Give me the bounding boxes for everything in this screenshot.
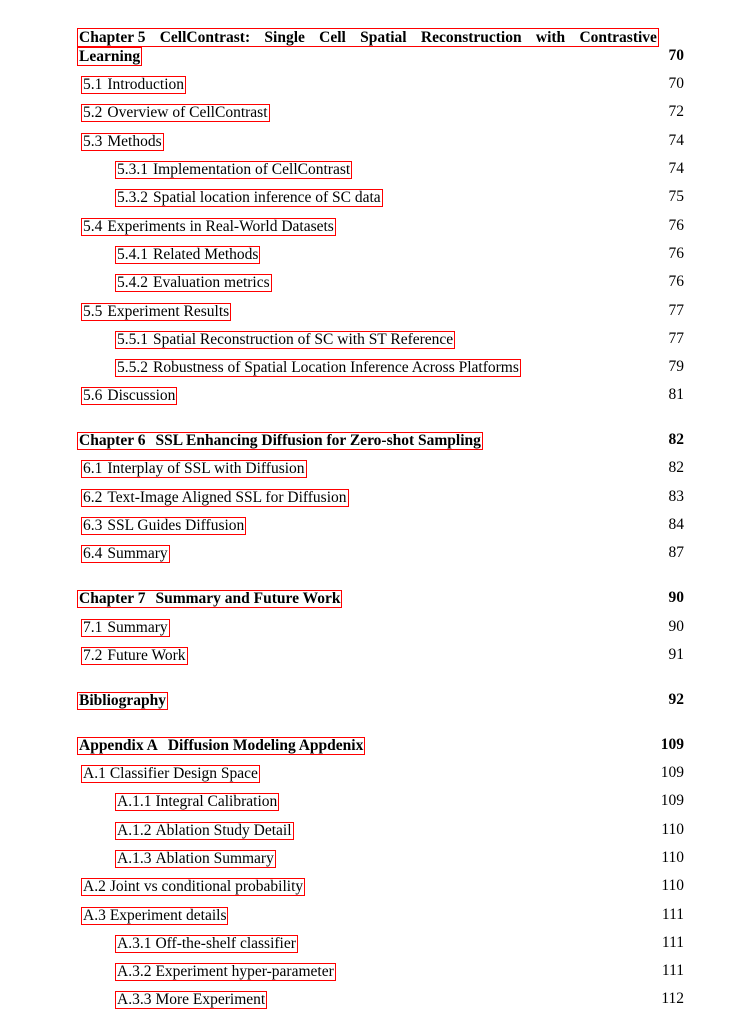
chapter-7-title-link[interactable]	[77, 590, 342, 608]
section-title: Overview of CellContrast	[107, 104, 268, 121]
section-page: 81	[668, 386, 684, 403]
section-page: 76	[668, 273, 684, 290]
chapter-5-title-link-cont[interactable]	[77, 47, 142, 66]
section-page: 109	[660, 764, 684, 781]
section-number: 6.3	[83, 517, 103, 534]
section-page: 110	[661, 877, 684, 894]
section-title: Summary	[107, 619, 168, 636]
subsection-link[interactable]	[115, 991, 267, 1009]
section-title: Text-Image Aligned SSL for Diffusion	[107, 489, 347, 506]
section-title: Joint vs conditional probability	[109, 878, 304, 895]
chapter-5-title-word: with	[535, 29, 566, 46]
section-link[interactable]	[81, 517, 246, 535]
section-link[interactable]	[81, 104, 270, 122]
section-title: Spatial Reconstruction of SC with ST Reference	[153, 331, 454, 348]
subsection-link[interactable]	[115, 189, 383, 207]
section-page: 79	[668, 358, 684, 375]
section-number: 5.2	[83, 104, 103, 121]
section-link[interactable]	[81, 133, 164, 151]
section-title: Ablation Study Detail	[155, 822, 292, 839]
section-number: 5.1	[83, 76, 103, 93]
section-title: Classifier Design Space	[109, 765, 258, 782]
section-link[interactable]	[81, 76, 186, 94]
chapter-5-title-line2: Learning	[79, 48, 141, 65]
section-number: A.3.3	[117, 991, 152, 1008]
section-number: 7.1	[83, 619, 103, 636]
section-number: A.3.2	[117, 963, 152, 980]
appendix-page: 109	[660, 736, 684, 753]
chapter-5-title-word: Reconstruction	[420, 29, 522, 46]
section-page: 112	[661, 990, 684, 1007]
appendix-number: Appendix A	[79, 737, 158, 754]
section-number: A.3.1	[117, 935, 152, 952]
section-page: 82	[668, 459, 684, 476]
section-title: Off-the-shelf classifier	[155, 935, 296, 952]
section-page: 76	[668, 217, 684, 234]
section-number: 5.3.1	[117, 161, 148, 178]
bibliography-link[interactable]	[77, 692, 168, 710]
appendix-a-title-link[interactable]	[77, 737, 365, 755]
chapter-5-title-link[interactable]	[77, 28, 659, 47]
section-link[interactable]	[81, 907, 228, 925]
section-link[interactable]	[81, 878, 305, 896]
section-link[interactable]	[81, 460, 307, 478]
chapter-5-page: 70	[668, 47, 684, 64]
section-link[interactable]	[81, 647, 188, 665]
section-page: 83	[668, 488, 684, 505]
section-number: 5.5	[83, 303, 103, 320]
section-title: Experiments in Real-World Datasets	[107, 218, 334, 235]
section-page: 90	[668, 618, 684, 635]
section-number: 5.6	[83, 387, 103, 404]
section-number: 5.3.2	[117, 189, 148, 206]
chapter-5-title-word: Cell	[319, 29, 346, 46]
section-number: 5.4	[83, 218, 103, 235]
chapter-page: 90	[668, 589, 684, 606]
chapter-page: 82	[668, 431, 684, 448]
chapter-title: SSL Enhancing Diffusion for Zero-shot Sampling	[155, 432, 481, 449]
subsection-link[interactable]	[115, 246, 260, 264]
section-number: A.1.1	[117, 793, 152, 810]
subsection-link[interactable]	[115, 359, 521, 377]
section-number: A.1	[83, 765, 106, 782]
section-title: SSL Guides Diffusion	[107, 517, 245, 534]
chapter-number: Chapter 7	[79, 590, 146, 607]
section-link[interactable]	[81, 765, 260, 783]
subsection-link[interactable]	[115, 793, 279, 811]
subsection-link[interactable]	[115, 274, 272, 292]
appendix-title: Diffusion Modeling Appdenix	[167, 737, 364, 754]
chapter-title: Summary and Future Work	[155, 590, 341, 607]
chapter-5-title-word: Spatial	[360, 29, 407, 46]
section-link[interactable]	[81, 545, 170, 563]
section-number: 7.2	[83, 647, 103, 664]
section-title: Related Methods	[153, 246, 259, 263]
chapter-5-number: Chapter 5	[79, 29, 146, 46]
section-link[interactable]	[81, 303, 231, 321]
section-title: Methods	[107, 133, 162, 150]
section-number: 5.4.1	[117, 246, 148, 263]
section-page: 87	[668, 544, 684, 561]
section-page: 75	[668, 188, 684, 205]
section-page: 77	[668, 302, 684, 319]
subsection-link[interactable]	[115, 850, 276, 868]
chapter-5-title-word: Contrastive	[579, 29, 657, 46]
section-number: 5.5.2	[117, 359, 148, 376]
section-number: A.3	[83, 907, 106, 924]
section-number: 6.1	[83, 460, 103, 477]
section-title: Integral Calibration	[155, 793, 278, 810]
section-page: 111	[661, 934, 684, 951]
section-title: Ablation Summary	[155, 850, 274, 867]
chapter-5-title-word: CellContrast:	[159, 29, 251, 46]
section-page: 109	[660, 792, 684, 809]
section-link[interactable]	[81, 619, 170, 637]
section-title: Experiment hyper-parameter	[155, 963, 334, 980]
section-title: Discussion	[107, 387, 176, 404]
section-title: Interplay of SSL with Diffusion	[107, 460, 305, 477]
section-page: 72	[668, 103, 684, 120]
section-title: More Experiment	[155, 991, 266, 1008]
section-title: Introduction	[107, 76, 184, 93]
subsection-link[interactable]	[115, 935, 298, 953]
section-title: Experiment Results	[107, 303, 230, 320]
section-page: 74	[668, 132, 684, 149]
subsection-link[interactable]	[115, 161, 352, 179]
chapter-5-title-word: Single	[264, 29, 305, 46]
section-link[interactable]	[81, 218, 336, 236]
subsection-link[interactable]	[115, 963, 336, 981]
section-number: A.2	[83, 878, 106, 895]
section-title: Implementation of CellContrast	[153, 161, 351, 178]
subsection-link[interactable]	[115, 331, 455, 349]
section-page: 111	[661, 962, 684, 979]
section-title: Robustness of Spatial Location Inference Across Platforms	[153, 359, 519, 376]
section-number: 6.2	[83, 489, 103, 506]
section-number: 5.4.2	[117, 274, 148, 291]
section-title: Evaluation metrics	[153, 274, 270, 291]
section-link[interactable]	[81, 489, 349, 507]
section-title: Future Work	[107, 647, 186, 664]
section-page: 76	[668, 245, 684, 262]
section-title: Summary	[107, 545, 168, 562]
bibliography-title: Bibliography	[79, 692, 166, 709]
section-page: 70	[668, 75, 684, 92]
section-number: 5.5.1	[117, 331, 148, 348]
section-number: A.1.3	[117, 850, 152, 867]
section-page: 111	[661, 906, 684, 923]
section-page: 77	[668, 330, 684, 347]
section-page: 110	[661, 849, 684, 866]
section-page: 91	[668, 646, 684, 663]
section-number: A.1.2	[117, 822, 152, 839]
chapter-number: Chapter 6	[79, 432, 146, 449]
section-number: 6.4	[83, 545, 103, 562]
section-number: 5.3	[83, 133, 103, 150]
section-page: 110	[661, 821, 684, 838]
section-link[interactable]	[81, 387, 177, 405]
bibliography-page: 92	[668, 691, 684, 708]
subsection-link[interactable]	[115, 822, 294, 840]
chapter-6-title-link[interactable]	[77, 432, 483, 450]
section-title: Experiment details	[109, 907, 227, 924]
section-page: 84	[668, 516, 684, 533]
section-page: 74	[668, 160, 684, 177]
section-title: Spatial location inference of SC data	[153, 189, 381, 206]
